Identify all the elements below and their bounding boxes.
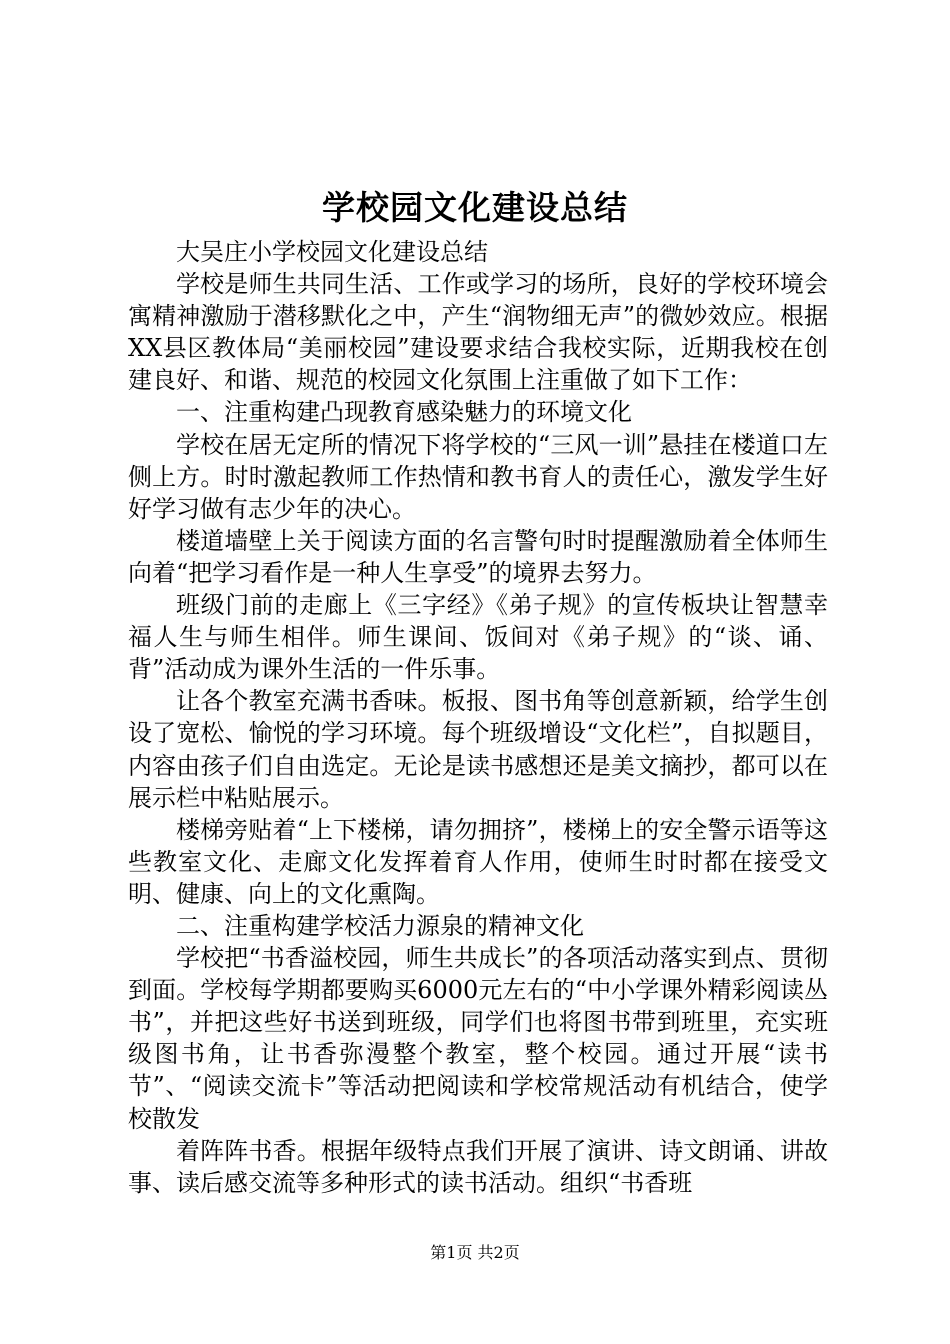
paragraph: 让各个教室充满书香味。板报、图书角等创意新颖，给学生创设了宽松、愉悦的学习环境。每个班级增设“文化栏”，自拟题目，内容由孩子们自由选定。无论是读书感想还是美文摘抄，都可以在展示栏中粘贴展示。 xyxy=(128,687,828,812)
paragraph-intro: 学校是师生共同生活、工作或学习的场所，良好的学校环境会寓精神激励于潜移默化之中，产生“润物细无声”的微妙效应。根据XX县区教体局“美丽校园”建设要求结合我校实际，近期我校在创建良好、和谐、规范的校园文化氛围上注重做了如下工作： xyxy=(128,270,828,395)
paragraph: 楼道墙壁上关于阅读方面的名言警句时时提醒激励着全体师生向着“把学习看作是一种人生享受”的境界去努力。 xyxy=(128,526,828,587)
document-body xyxy=(128,236,828,1199)
paragraph: 学校把“书香溢校园，师生共成长”的各项活动落实到点、贯彻到面。学校每学期都要购买6000元左右的“中小学课外精彩阅读丛书”，并把这些好书送到班级，同学们也将图书带到班里，充实班级图书角，让书香弥漫整个教室，整个校园。通过开展“读书节”、“阅读交流卡”等活动把阅读和学校常规活动有机结合，使学校散发 xyxy=(128,944,828,1133)
paragraph: 着阵阵书香。根据年级特点我们开展了演讲、诗文朗诵、讲故事、读后感交流等多种形式的读书活动。组织“书香班 xyxy=(128,1136,828,1197)
paragraph: 学校在居无定所的情况下将学校的“三风一训”悬挂在楼道口左侧上方。时时激起教师工作热情和教书育人的责任心，激发学生好好学习做有志少年的决心。 xyxy=(128,430,828,523)
paragraph: 楼梯旁贴着“上下楼梯，请勿拥挤”，楼梯上的安全警示语等这些教室文化、走廊文化发挥着育人作用，使师生时时都在接受文明、健康、向上的文化熏陶。 xyxy=(128,815,828,908)
paragraph: 班级门前的走廊上《三字经》《弟子规》的宣传板块让智慧幸福人生与师生相伴。师生课间、饭间对《弟子规》的“谈、诵、背”活动成为课外生活的一件乐事。 xyxy=(128,591,828,684)
section-heading-1: 一、注重构建凸现教育感染魅力的环境文化 xyxy=(176,398,632,427)
document-title: 学校园文化建设总结 xyxy=(322,188,628,227)
paragraph-subtitle: 大吴庄小学校园文化建设总结 xyxy=(176,238,488,266)
section-heading-2: 二、注重构建学校活力源泉的精神文化 xyxy=(176,911,584,940)
page-number-footer: 第1页 共2页 xyxy=(430,1243,520,1262)
